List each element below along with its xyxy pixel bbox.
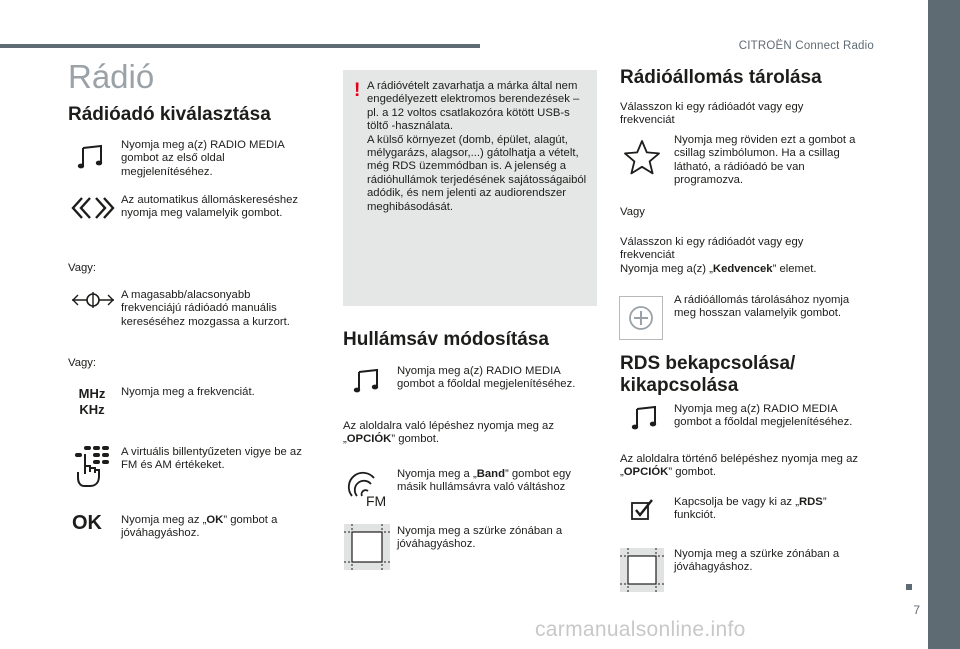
warning-icon: !	[354, 80, 361, 101]
music-note-icon	[350, 364, 384, 398]
instruction-text: A rádióállomás tárolásához nyomja meg hosszan valamelyik gombot.	[674, 294, 850, 320]
watermark: carmanualsonline.info	[535, 618, 746, 641]
fm-band-icon	[346, 470, 390, 510]
instruction-text: Nyomja meg az „OK” gombot a jóváhagyáshoz.	[121, 514, 278, 540]
or-label: Vagy:	[68, 357, 97, 369]
right-margin-bar	[928, 0, 960, 649]
heading-rds-line2: kikapcsolása	[620, 375, 739, 396]
instruction-text: Kapcsolja be vagy ki az „RDS” funkciót.	[674, 496, 827, 522]
instruction-text: Válasszon ki egy rádióadót vagy egy frekvenciát	[620, 101, 804, 127]
star-icon	[622, 138, 662, 176]
seek-arrows-icon	[70, 195, 116, 221]
page-number: 7	[913, 603, 920, 617]
instruction-text: Nyomja meg a szürke zónában a jóváhagyáshoz.	[674, 548, 840, 574]
mhz-label: MHz	[78, 386, 106, 401]
add-favorite-icon	[619, 296, 663, 340]
heading-station-select: Rádióadó kiválasztása	[68, 104, 271, 125]
section-title: Rádió	[68, 58, 155, 95]
page-header: CITROËN Connect Radio	[738, 40, 874, 52]
instruction-text: A magasabb/alacsonyabb frekvenciájú rádióadó manuális kereséséhez mozgassa a kurzort.	[121, 289, 290, 328]
gray-zone-icon	[620, 548, 664, 592]
heading-rds-line1: RDS bekapcsolása/	[620, 353, 796, 374]
instruction-text: Nyomja meg a(z) RADIO MEDIA gombot az első oldal megjelenítéséhez.	[121, 139, 285, 178]
instruction-text: Az aloldalra történő belépéshez nyomja meg az „OPCIÓK” gombot.	[620, 453, 859, 479]
instruction-text: Nyomja meg a szürke zónában a jóváhagyáshoz.	[397, 525, 563, 551]
music-note-icon	[74, 140, 108, 174]
heading-rds-toggle	[620, 353, 795, 397]
heading-band-change: Hullámsáv módosítása	[343, 329, 549, 350]
instruction-text: Nyomja meg a(z) RADIO MEDIA gombot a főoldal megjelenítéséhez.	[397, 365, 576, 391]
instruction-text: Nyomja meg a frekvenciát.	[121, 386, 255, 398]
warning-text: A rádióvételt zavarhatja a márka által nem engedélyezett elektromos berendezések – pl. a 12 voltos csatlakozóra kötött USB-s töltő -használata. A külső környezet (domb, épület, alagút, mélygarázs, alagsor,...) gátolhatja a vételt, még RDS üzemmódban is. A jelenség a rádióhullámok terjedésének sajátosságaiból adódik, és nem jelenti az audiorendszer meghibásodását.	[367, 80, 587, 213]
top-rule	[0, 44, 480, 48]
instruction-text: Az automatikus állomáskereséshez nyomja meg valamelyik gombot.	[121, 194, 299, 220]
tuning-cursor-icon	[70, 289, 116, 311]
or-label: Vagy	[620, 206, 645, 218]
instruction-text: Az aloldalra való lépéshez nyomja meg az „OPCIÓK” gombot.	[343, 420, 554, 446]
gray-zone-icon	[344, 524, 390, 570]
or-label: Vagy:	[68, 262, 97, 274]
instruction-text: A virtuális billentyűzeten vigye be az FM és AM értékeket.	[121, 446, 302, 472]
checkbox-checked-icon	[628, 496, 656, 524]
keypad-hand-icon	[72, 444, 112, 490]
instruction-text: Nyomja meg a(z) RADIO MEDIA gombot a főoldal megjelenítéséhez.	[674, 403, 853, 429]
heading-station-store: Rádióállomás tárolása	[620, 67, 822, 88]
khz-label: KHz	[79, 402, 105, 417]
frequency-icon	[74, 386, 110, 418]
instruction-text: Nyomja meg a(z) „Kedvencek” elemet.	[620, 263, 817, 275]
fm-label: FM	[366, 493, 387, 509]
music-note-icon	[628, 401, 662, 435]
instruction-text: Nyomja meg röviden ezt a gombot a csillag szimbólumon. Ha a csillag látható, a rádióadó be van programozva.	[674, 134, 856, 187]
page-marker-dot	[906, 584, 912, 590]
ok-button-icon: OK	[72, 512, 102, 534]
instruction-text: Válasszon ki egy rádióadót vagy egy frekvenciát	[620, 236, 804, 262]
instruction-text: Nyomja meg a „Band” gombot egy másik hullámsávra való váltáshoz	[397, 468, 571, 494]
